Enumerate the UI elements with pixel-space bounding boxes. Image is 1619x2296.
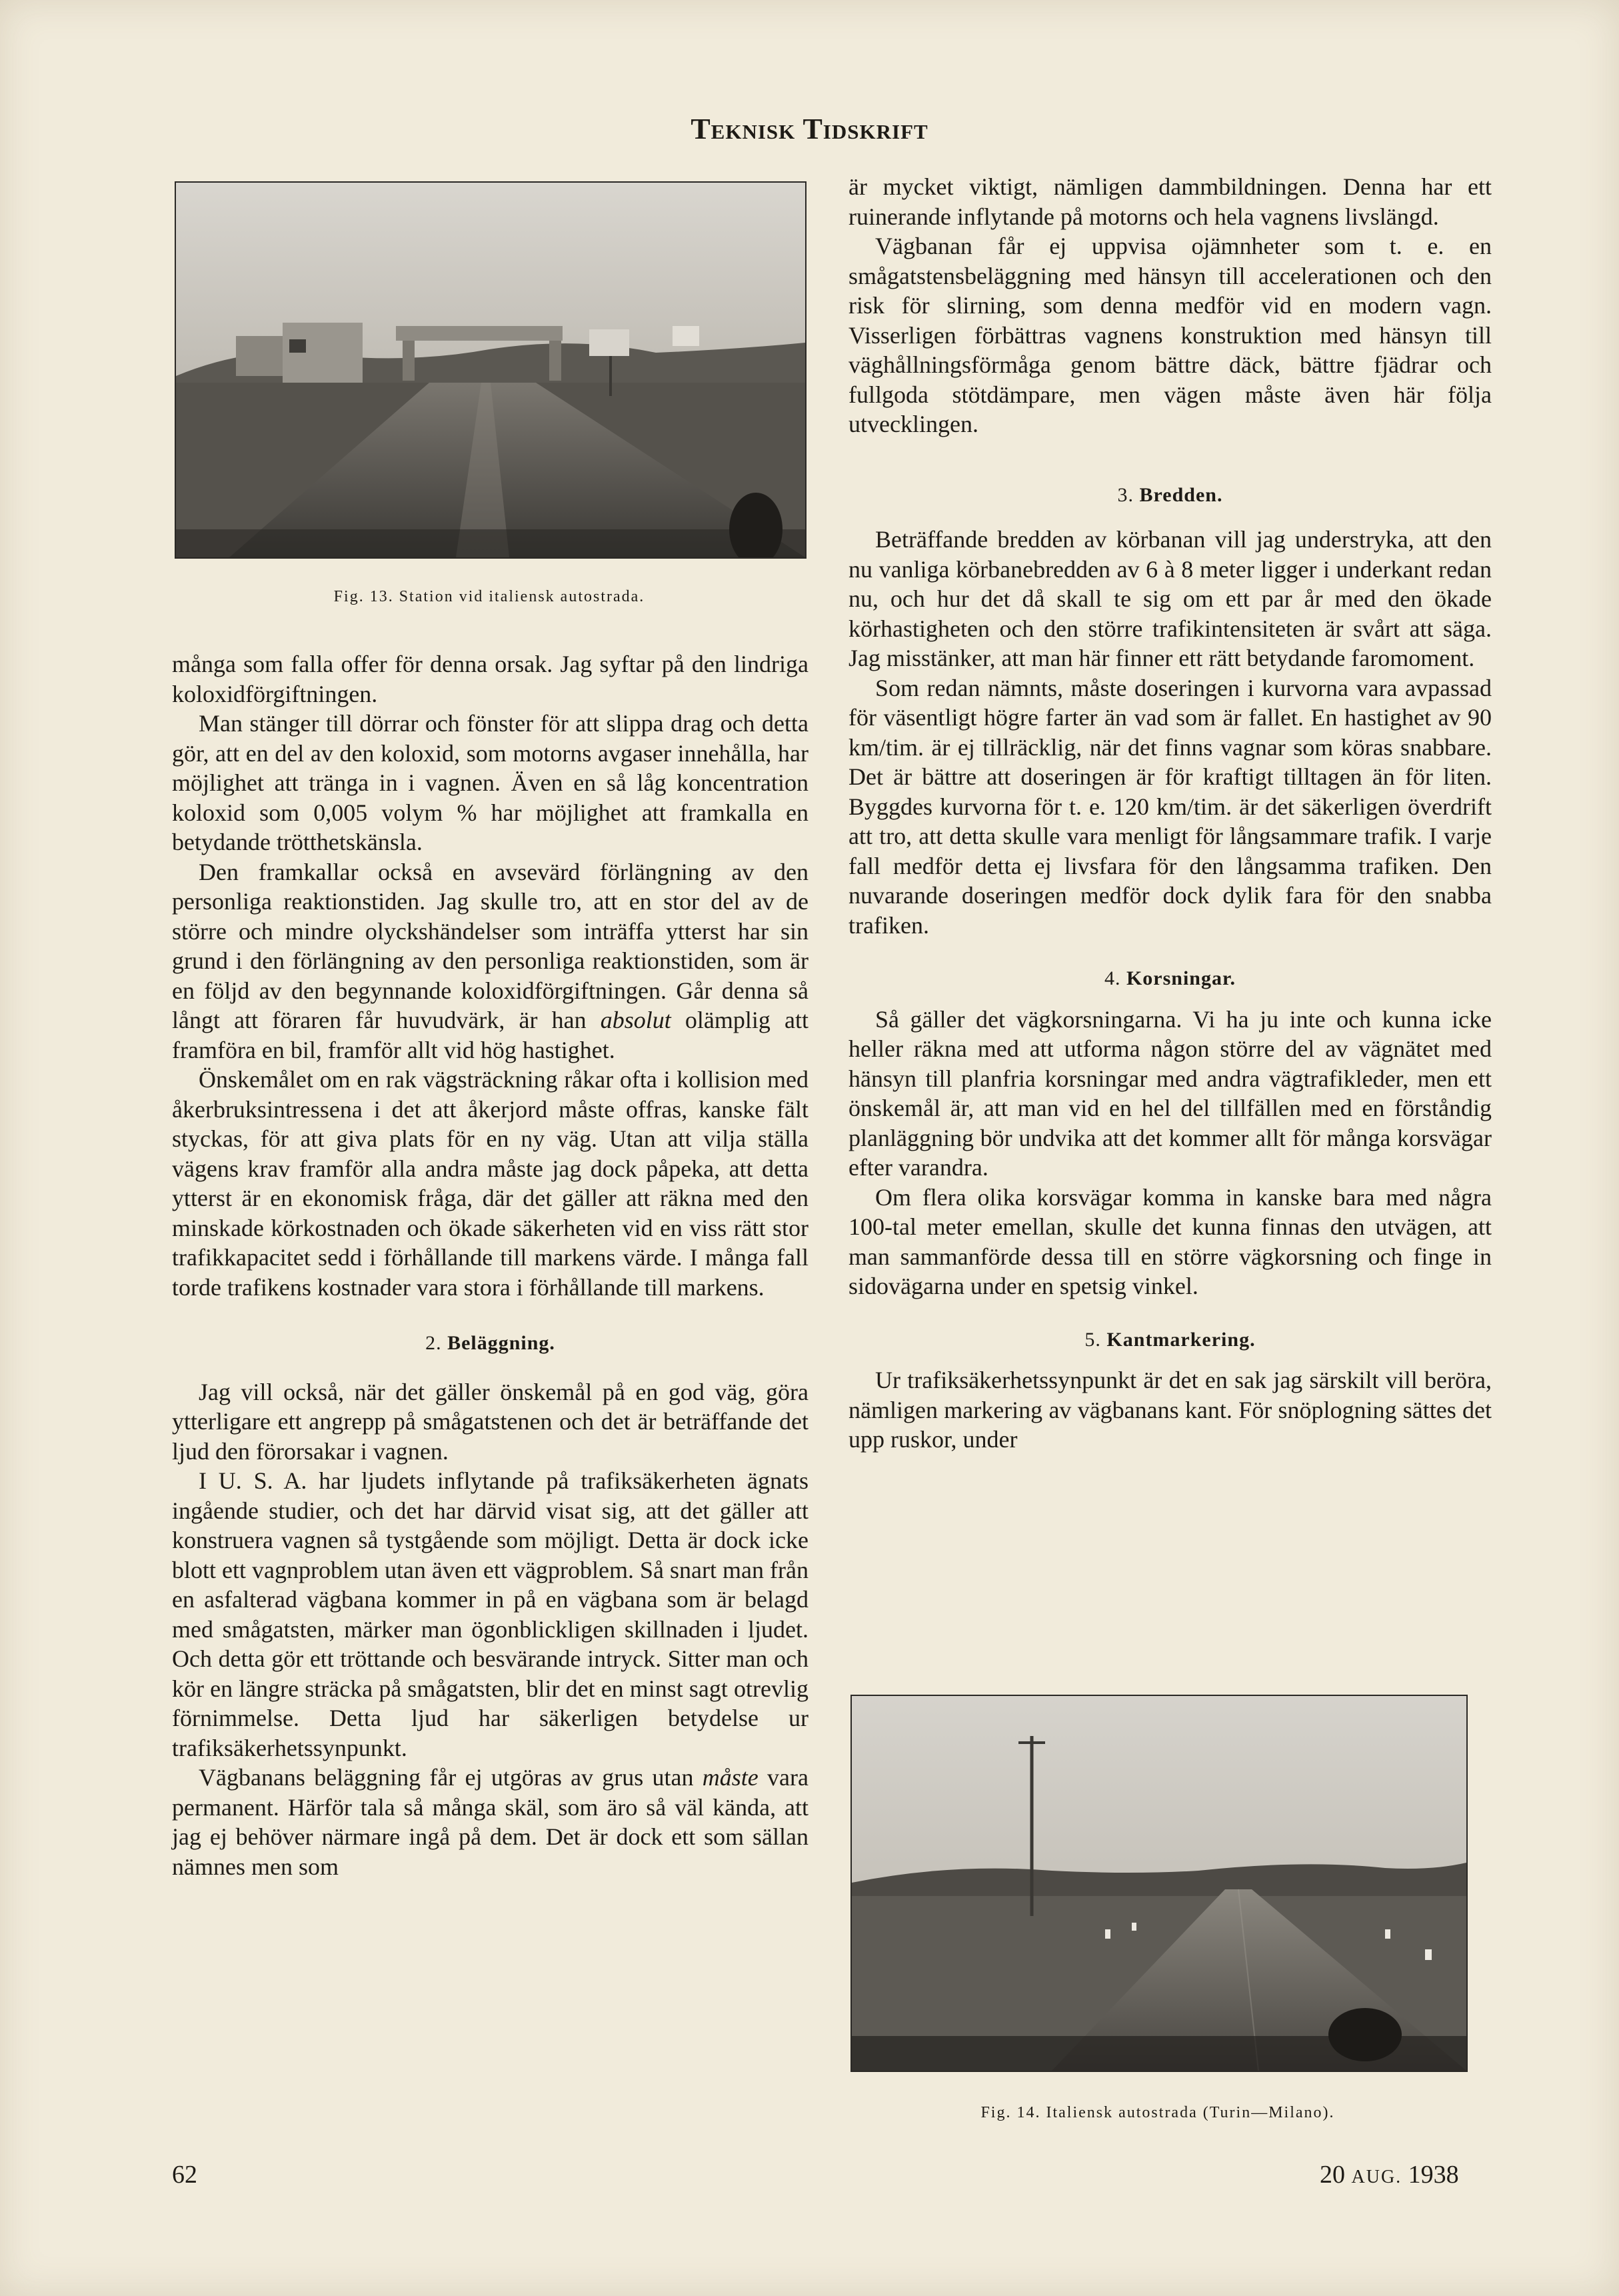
date-day: 20 xyxy=(1320,2161,1345,2189)
section-heading-5 xyxy=(848,1325,1492,1355)
right-column xyxy=(848,172,1492,1455)
left-column xyxy=(172,649,809,1881)
autostrada-photo-illustration xyxy=(852,1696,1466,2071)
paragraph: är mycket viktigt, nämligen dammbildningen. Denna har ett ruinerande inflytande på motorns och hela vagnens livslängd. xyxy=(848,173,1492,230)
paragraph: många som falla offer för denna orsak. Jag syftar på den lindriga koloxidförgiftningen. xyxy=(172,651,809,707)
section-number: 3. xyxy=(1117,483,1134,506)
section-heading-2 xyxy=(172,1329,809,1359)
figure-14-photo xyxy=(850,1695,1468,2072)
paragraph: Så gäller det vägkorsningarna. Vi ha ju inte och kunna icke heller räkna med att utforma någon större del av vägnätet med hänsyn till planfria korsningar med andra vägtrafikleder, men ett önskemål är, att man vid en hel del tillfällen med en förståndig planläggning bör undvika att det kommer allt för många korsvägar efter varandra. xyxy=(848,1005,1492,1181)
section-title: Bredden. xyxy=(1139,483,1223,506)
paragraph: Vägbanan får ej uppvisa ojämnheter som t. e. en smågatstensbeläggning med hänsyn till accelerationen och den risk för slirning, som denna medför vid en modern vagn. Visserligen förbättras vagnens konstruktion med hänsyn till väghållningsförmåga genom bättre däck, bättre fjädrar och fullgoda stötdämpare, men vägen måste även här följa utvecklingen. xyxy=(848,233,1492,437)
date-month: AUG. xyxy=(1351,2167,1402,2187)
paragraph: Om flera olika korsvägar komma in kanske bara med några 100-tal meter emellan, skulle det kunna finnas den utvägen, att man sammanförde dessa till en större vägkorsning och finge in sidovägarna under en spetsig vinkel. xyxy=(848,1183,1492,1299)
section-title: Kantmarkering. xyxy=(1106,1328,1256,1351)
section-number: 5. xyxy=(1084,1328,1101,1351)
emphasis: absolut xyxy=(600,1007,671,1033)
section-title: Korsningar. xyxy=(1126,967,1236,989)
paragraph: I U. S. A. har ljudets inflytande på trafiksäkerheten ägnats ingående studier, och det har därvid visat sig, att det gäller att konstruera vagnen så tystgående som möjligt. Detta är dock icke blott ett vagnproblem utan även ett vägproblem. Så snart man från en asfalterad vägbana kommer in på en vägbana som är belagd med smågatsten, märker man ögonblickligen skillnaden i ljudet. Och detta gör ett tröttande och besvärande intryck. Sitter man och kör en längre sträcka på smågatsten, blir det en minst sagt otrevlig förnimmelse. Detta ljud har säkerligen betydelse ur trafiksäkerhetssynpunkt. xyxy=(172,1467,809,1761)
section-number: 4. xyxy=(1104,967,1121,989)
section-heading-3 xyxy=(848,481,1492,511)
paragraph xyxy=(172,1763,809,1881)
station-photo-illustration xyxy=(176,183,805,557)
issue-date xyxy=(1320,2160,1459,2189)
paragraph: Jag vill också, när det gäller önskemål på en god väg, göra ytterligare ett angrepp på smågatstenen och det är beträffande det ljud den förorsakar i vagnen. xyxy=(172,1378,809,1465)
section-heading-4 xyxy=(848,964,1492,994)
paragraph: Man stänger till dörrar och fönster för att slippa drag och detta gör, att en del av den koloxid, som motorns avgaser innehålla, har möjlighet att tränga in i vagnen. Även en så låg koncentration koloxid som 0,005 volym % har möjlighet att framkalla en betydande trötthetskänsla. xyxy=(172,710,809,855)
text-run: Vägbanans beläggning får ej utgöras av grus utan xyxy=(199,1764,703,1791)
page-number: 62 xyxy=(172,2161,197,2189)
emphasis: måste xyxy=(702,1764,759,1791)
date-year: 1938 xyxy=(1408,2161,1459,2189)
section-number: 2. xyxy=(425,1332,442,1354)
journal-header: Teknisk Tidskrift xyxy=(691,113,928,145)
figure-14-caption: Fig. 14. Italiensk autostrada (Turin—Milano). xyxy=(980,2104,1335,2121)
text-run: vara permanent. Härför tala så många skäl, som äro så väl kända, att jag ej behöver närmare ingå på dem. Det är dock ett som sällan nämnes men som xyxy=(172,1764,809,1880)
paragraph: Önskemålet om en rak vägsträckning råkar ofta i kollision med åkerbruksintressena i det att åkerjord måste offras, kanske fält styckas, för att giva plats för en ny väg. Utan att vilja ställa vägens krav framför alla andra måste jag dock påpeka, att detta ytterst är en ekonomisk fråga, där det gäller att räkna med den minskade körkostnaden och ökade säkerheten vid en viss rätt stor trafikkapacitet sedd i förhållande till markens värde. I många fall torde trafikens kostnader vara stora i förhållande till markens. xyxy=(172,1066,809,1301)
paragraph: Beträffande bredden av körbanan vill jag understryka, att den nu vanliga körbanebredden av 6 à 8 meter ligger i underkant redan nu, och hur det då skall te sig om ett par år med den ökade körhastigheten och den större trafikintensiteten är svårt att säga. Jag misstänker, att man här finner ett rätt betydande faromoment. xyxy=(848,526,1492,671)
figure-13-caption: Fig. 13. Station vid italiensk autostrada. xyxy=(333,588,645,605)
figure-13-photo xyxy=(175,181,807,559)
paragraph: Som redan nämnts, måste doseringen i kurvorna vara avpassad för väsentligt högre farter än vad som är fallet. En hastighet av 90 km/tim. är ej tillräcklig, när det finns vagnar som köras snabbare. Det är bättre att doseringen är för kraftigt tilltagen än för liten. Byggdes kurvorna för t. e. 120 km/tim. är det säkerligen överdrift att tro, att detta skulle vara menligt för långsammare trafik. I varje fall medför detta ej livsfara för den långsamma trafiken. Den nuvarande doseringen medför dock dylik fara för den snabba trafiken. xyxy=(848,674,1492,939)
text-run: olämplig att framföra en bil, framför allt vid hög hastighet. xyxy=(172,1007,809,1063)
paragraph xyxy=(172,857,809,1065)
paragraph: Ur trafiksäkerhetssynpunkt är det en sak jag särskilt vill beröra, nämligen markering av vägbanans kant. För snöplogning sättes det upp ruskor, under xyxy=(848,1367,1492,1453)
section-title: Beläggning. xyxy=(447,1332,555,1354)
text-run: Den framkallar också en avsevärd förlängning av den personliga reaktionstiden. Jag skulle tro, att en stor del av de större och mindre olyckshändelser som inträffa ytterst har sin grund i den förlängning av den personliga reaktionstiden, som är en följd av den begynnande koloxidförgiftningen. Går denna så långt att föraren får huvudvärk, är han xyxy=(172,858,809,1033)
